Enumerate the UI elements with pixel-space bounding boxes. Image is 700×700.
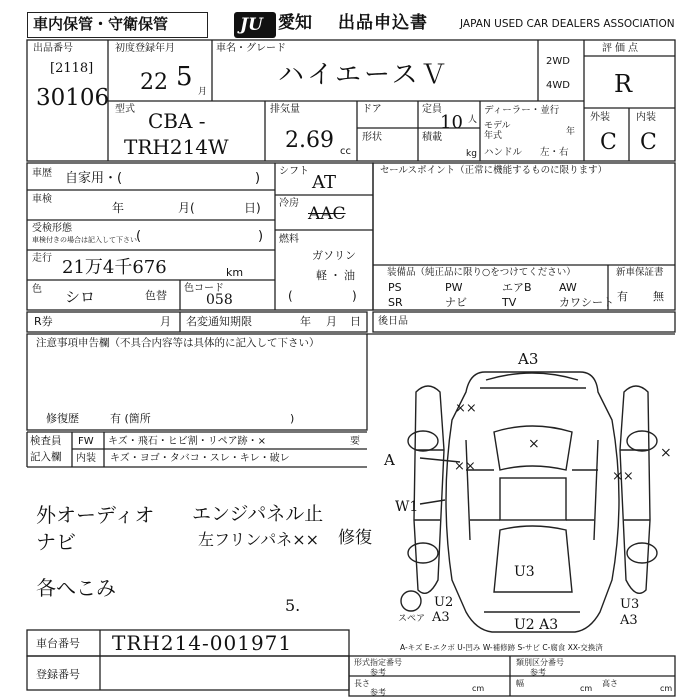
int-items: キズ・ヨゴ・タバコ・スレ・キレ・破レ (110, 453, 290, 464)
damage-u2-a3: U2 A3 (514, 617, 559, 633)
length-ref: 参考 (370, 688, 386, 697)
form-ref: 参考 (370, 668, 386, 677)
mileage-unit: km (226, 266, 244, 279)
equipment-item: エアB (502, 281, 532, 294)
color-code: 058 (206, 292, 233, 308)
ac-value: AAC (308, 204, 346, 224)
history-close: ) (255, 171, 261, 186)
lot-small-number: [2118] (50, 61, 94, 76)
repair-label: 修復歴 (46, 412, 79, 425)
fw-label: FW (78, 436, 94, 447)
shift-label: シフト (279, 166, 309, 177)
int-label: 内装 (76, 453, 96, 464)
note-line2b: 左フリンパネ×× (198, 530, 320, 549)
damage-top: A3 (518, 350, 539, 368)
fuel-gasoline: ガソリン (312, 249, 356, 262)
category-ref: 参考 (530, 668, 546, 677)
repair-value: 有 (箇所 (110, 412, 151, 425)
capacity-value: 10 (440, 112, 463, 133)
spare-label: スペア (398, 614, 426, 624)
fuel-diesel: 軽・油 (316, 269, 358, 282)
r-ticket-label: R券 (34, 315, 53, 328)
equipment-item: SR (388, 296, 403, 309)
name-change-label: 名変通知期限 (186, 315, 252, 328)
damage-left2: W1 (395, 499, 419, 515)
ju-logo-text: JU (240, 15, 263, 35)
postscript-label: 後日品 (378, 316, 408, 327)
note-line1: 外オーディオ (36, 503, 155, 527)
reg-number-label: 登録番号 (36, 668, 80, 681)
equipment-item: カワシート (559, 296, 614, 309)
form-number-label: 形式指定番号 (354, 658, 402, 667)
model-type-label: 型式 (115, 104, 135, 115)
interior-grade: C (640, 130, 657, 155)
model-type-line2: TRH214W (124, 135, 229, 159)
load-label: 積載 (422, 132, 442, 143)
rating-label: 評価点 (602, 43, 641, 54)
shift-value: AT (312, 172, 337, 193)
fuel-label: 燃料 (279, 234, 299, 245)
damage-u3-right: U3 (620, 597, 640, 612)
interior-label: 内装 (636, 112, 656, 123)
width-label: 幅 (516, 679, 524, 688)
repair-close: ) (290, 412, 295, 425)
r-ticket-month: 月 (160, 315, 171, 328)
damage-xx3: ×× (612, 469, 634, 484)
damage-u3-center: U3 (514, 564, 535, 580)
inspector-label1: 検査員 (30, 435, 62, 447)
height-unit: cm (660, 684, 673, 693)
handle-value: 左・右 (540, 147, 569, 158)
registration-month-unit: 月 (198, 87, 208, 97)
damage-a3-right: A3 (620, 613, 638, 628)
width-unit: cm (580, 684, 593, 693)
storage-label: 車内保管・守衛保管 (33, 15, 169, 33)
door-label: ドア (362, 104, 382, 115)
association-name: JAPAN USED CAR DEALERS ASSOCIATION (460, 18, 675, 30)
load-unit: kg (466, 149, 477, 159)
car-name-value: ハイエースＶ (278, 60, 450, 90)
inspector-label2: 記入欄 (30, 451, 62, 463)
inspection-day: 日) (244, 201, 261, 215)
damage-x1: × (528, 436, 540, 452)
acceptance-close: ) (258, 229, 264, 244)
damage-xx2: ×× (454, 459, 476, 474)
length-unit: cm (472, 684, 485, 693)
name-change-year: 年 (300, 315, 311, 328)
damage-left: A (384, 451, 395, 469)
damage-u2: U2 (434, 595, 454, 610)
height-label: 高さ (602, 679, 618, 688)
equipment-item: TV (502, 296, 517, 309)
dealer-model: モデル (484, 121, 511, 131)
warranty-yes: 有 (617, 290, 628, 303)
lot-number: 30106 (36, 85, 110, 111)
equipment-label: 装備品（純正品に限り○をつけてください） (387, 267, 576, 278)
equipment-item: AW (559, 281, 577, 294)
fw-mark: 要 (350, 436, 360, 447)
color-value: シロ (65, 288, 96, 306)
inspection-month: 月( (178, 201, 195, 215)
acceptance-label: 受検形態 (32, 223, 72, 234)
capacity-unit: 人 (468, 115, 478, 125)
exterior-grade: C (600, 130, 617, 155)
equipment-item: PW (445, 281, 463, 294)
displacement-value: 2.69 (285, 128, 334, 153)
chassis-note: 5. (285, 596, 301, 615)
name-change-month: 月 (326, 315, 337, 328)
history-value: 自家用・( (65, 171, 123, 186)
fuel-close: ) (352, 289, 357, 303)
new-car-warranty-label: 新車保証書 (616, 267, 664, 278)
note-line2: ナビ (36, 530, 76, 554)
chassis-value: TRH214-001971 (112, 631, 293, 655)
capacity-label: 定員 (422, 104, 442, 115)
shape-label: 形状 (362, 132, 382, 143)
notice-label: 注意事項申告欄（不具合内容等は具体的に記入して下さい） (36, 337, 320, 349)
displacement-unit: cc (340, 146, 351, 157)
note-line3: 各へこみ (36, 576, 116, 600)
color-swap-label: 色替 (145, 289, 167, 302)
equipment-item: PS (388, 281, 402, 294)
warranty-no: 無 (653, 290, 664, 303)
inspection-label: 車検 (32, 194, 52, 205)
registration-month: 5 (176, 62, 193, 92)
drive-4wd: 4WD (546, 80, 570, 91)
damage-legend: A-キズ E-エクボ U-凹み W-補修跡 S-サビ C-腐食 XX-交換済 (400, 643, 603, 652)
fw-items: キズ・飛石・ヒビ割・リペア跡・× (108, 436, 266, 447)
inspection-year: 年 (112, 201, 125, 215)
displacement-label: 排気量 (270, 104, 300, 115)
name-change-day: 日 (350, 315, 361, 328)
registration-year: 22 (140, 70, 168, 95)
registration-label: 初度登録年月 (115, 43, 175, 54)
history-label: 車歴 (32, 168, 52, 179)
mileage-label: 走行 (32, 253, 52, 264)
dealer-parallel: ディーラー・並行 (484, 105, 560, 116)
handle-label: ハンドル (484, 147, 523, 158)
damage-xx1: ×× (455, 401, 477, 416)
rating-value: R (614, 70, 633, 98)
model-type-line1: CBA - (148, 109, 206, 133)
sales-point-label: セールスポイント（正常に機能するものに限ります） (380, 165, 608, 176)
exterior-label: 外装 (590, 112, 610, 123)
fuel-open: ( (288, 289, 293, 303)
dealer-year-label: 年式 (484, 131, 503, 141)
sheet-title: 出品申込書 (338, 13, 428, 33)
damage-x-front: × (660, 445, 672, 461)
category-number-label: 類別区分番号 (516, 658, 564, 667)
mileage-value: 21万4千676 (62, 257, 167, 278)
length-label: 長さ (354, 679, 370, 688)
aichi-label: 愛知 (278, 13, 312, 33)
chassis-label: 車台番号 (36, 637, 80, 650)
dealer-year-unit: 年 (566, 127, 576, 137)
equipment-item: ナビ (445, 296, 467, 309)
drive-2wd: 2WD (546, 56, 570, 67)
acceptance-open: ( (136, 229, 142, 244)
ac-label: 冷房 (279, 198, 299, 209)
lot-label: 出品番号 (33, 43, 73, 54)
acceptance-note: 車検付きの場合は記入して下さい (32, 236, 137, 244)
car-name-label: 車名・グレード (216, 43, 286, 54)
color-code-label: 色コード (184, 283, 224, 294)
color-label: 色 (32, 284, 42, 295)
note-line2c: 修復 (338, 528, 372, 548)
note-line1b: エンジパネル止 (192, 503, 324, 525)
damage-a3-b1: A3 (432, 610, 450, 625)
